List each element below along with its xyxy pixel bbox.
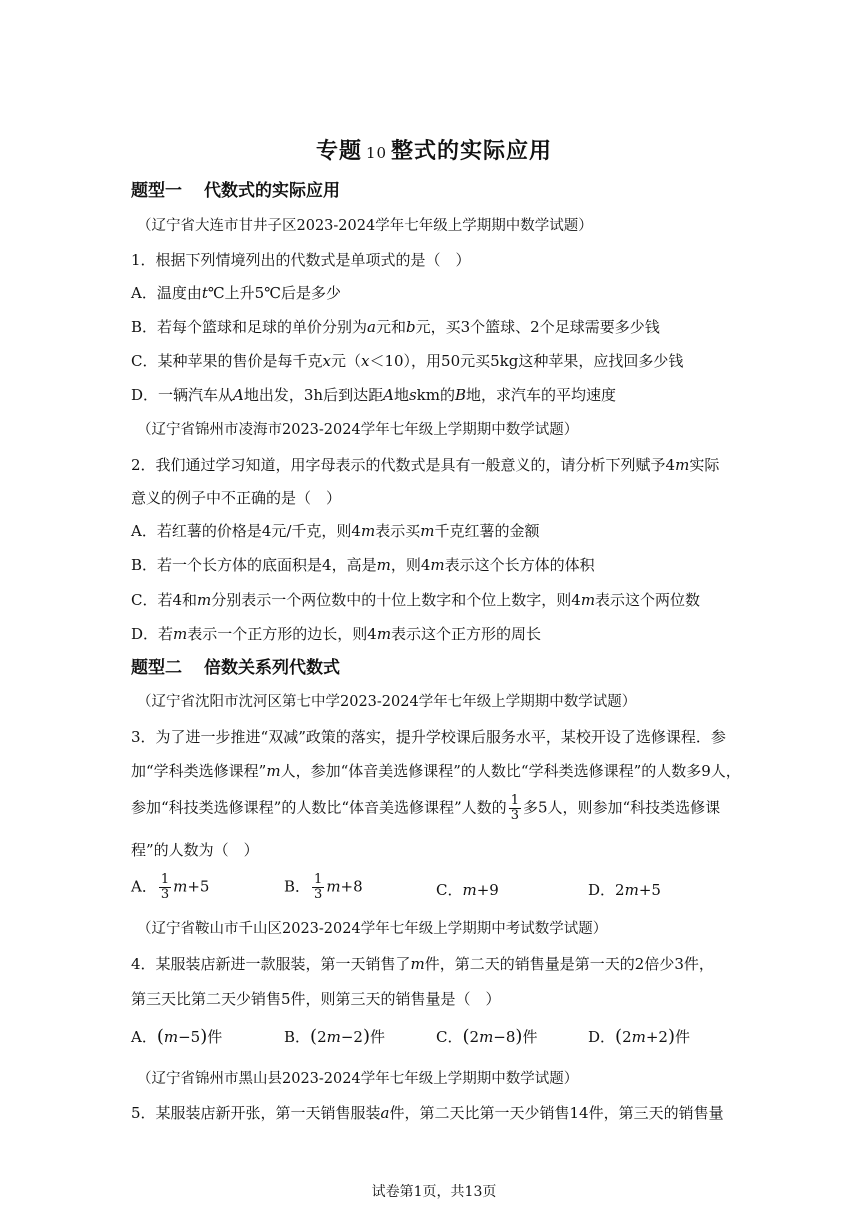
q3-option-a: A． $\frac{1}{3}$ m+5 [131, 872, 210, 902]
q4-stem-line1: 4．某服装店新进一款服装，第一天销售了m件，第二天的销售量是第一天的2倍少3件， [131, 955, 714, 973]
q2-source: （辽宁省锦州市凌海市2023-2024学年七年级上学期期中数学试题） [137, 422, 579, 438]
q3-option-b: B． $\frac{1}{3}$ m+8 [284, 872, 363, 902]
fraction-one-third: $\frac{1}{3}$ [510, 793, 519, 823]
q4-stem-line2: 第三天比第二天少销售5件，则第三天的销售量是（ ） [131, 990, 501, 1008]
section-heading-1: 题型一 代数式的实际应用 [131, 181, 340, 201]
q1-option-c: C．某种苹果的售价是每千克x元（x＜10），用50元买5kg这种苹果，应找回多少钱 [131, 352, 684, 370]
page-title: 专题 10 整式的实际应用 [315, 138, 553, 164]
q2-option-b: B．若一个长方体的底面积是4，高是m，则4m表示这个长方体的体积 [131, 556, 595, 574]
q1-source: （辽宁省大连市甘井子区2023-2024学年七年级上学期期中数学试题） [137, 218, 593, 234]
q2-stem-line1: 2．我们通过学习知道，用字母表示的代数式是具有一般意义的，请分析下列赋予4m实际 [131, 456, 720, 474]
q1-option-b: B．若每个篮球和足球的单价分别为a元和b元，买3个篮球、2个足球需要多少钱 [131, 318, 660, 336]
q3-source: （辽宁省沈阳市沈河区第七中学2023-2024学年七年级上学期期中数学试题） [137, 694, 637, 710]
q2-option-c: C．若4和m分别表示一个两位数中的十位上数字和个位上数字，则4m表示这个两位数 [131, 591, 701, 609]
q2-option-d: D．若m表示一个正方形的边长，则4m表示这个正方形的周长 [131, 625, 542, 643]
q2-stem-line2: 意义的例子中不正确的是（ ） [131, 489, 342, 507]
q3-stem-line3: 参加“科技类选修课程”的人数比“体音美选修课程”人数的 $\frac{1}{3}$ 多5人，则参加“科技类选修课 [131, 793, 721, 823]
q1-stem: 1．根据下列情境列出的代数式是单项式的是（ ） [131, 251, 471, 269]
q3-stem-line2: 加“学科类选修课程”m人，参加“体音美选修课程”的人数比“学科类选修课程”的人数多9人， [131, 762, 741, 780]
q4-option-b: B．(2m−2)件 [284, 1026, 386, 1047]
q5-source: （辽宁省锦州市黑山县2023-2024学年七年级上学期期中数学试题） [137, 1071, 579, 1087]
q4-option-a: A．(m−5)件 [131, 1026, 223, 1047]
q4-option-c: C．(2m−8)件 [436, 1026, 538, 1047]
q2-option-a: A．若红薯的价格是4元/千克，则4m表示买m千克红薯的金额 [131, 522, 540, 540]
q4-source: （辽宁省鞍山市千山区2023-2024学年七年级上学期期中考试数学试题） [137, 921, 608, 937]
q3-stem-line4: 程”的人数为（ ） [131, 841, 259, 859]
q1-option-d: D．一辆汽车从A地出发，3h后到达距A地skm的B地，求汽车的平均速度 [131, 386, 617, 404]
q3-option-c: C．m+9 [436, 881, 499, 899]
q3-stem-line1: 3．为了进一步推进“双减”政策的落实，提升学校课后服务水平，某校开设了选修课程．参 [131, 728, 726, 746]
q3-option-d: D．2m+5 [588, 881, 661, 899]
section-heading-2: 题型二 倍数关系列代数式 [131, 658, 340, 678]
q4-option-d: D．(2m+2)件 [588, 1026, 691, 1047]
q1-option-a: A．温度由t℃上升5℃后是多少 [131, 284, 341, 302]
q5-stem-line1: 5．某服装店新开张，第一天销售服装a件，第二天比第一天少销售14件，第三天的销售量 [131, 1104, 724, 1122]
page-footer: 试卷第1页，共13页 [371, 1184, 497, 1200]
